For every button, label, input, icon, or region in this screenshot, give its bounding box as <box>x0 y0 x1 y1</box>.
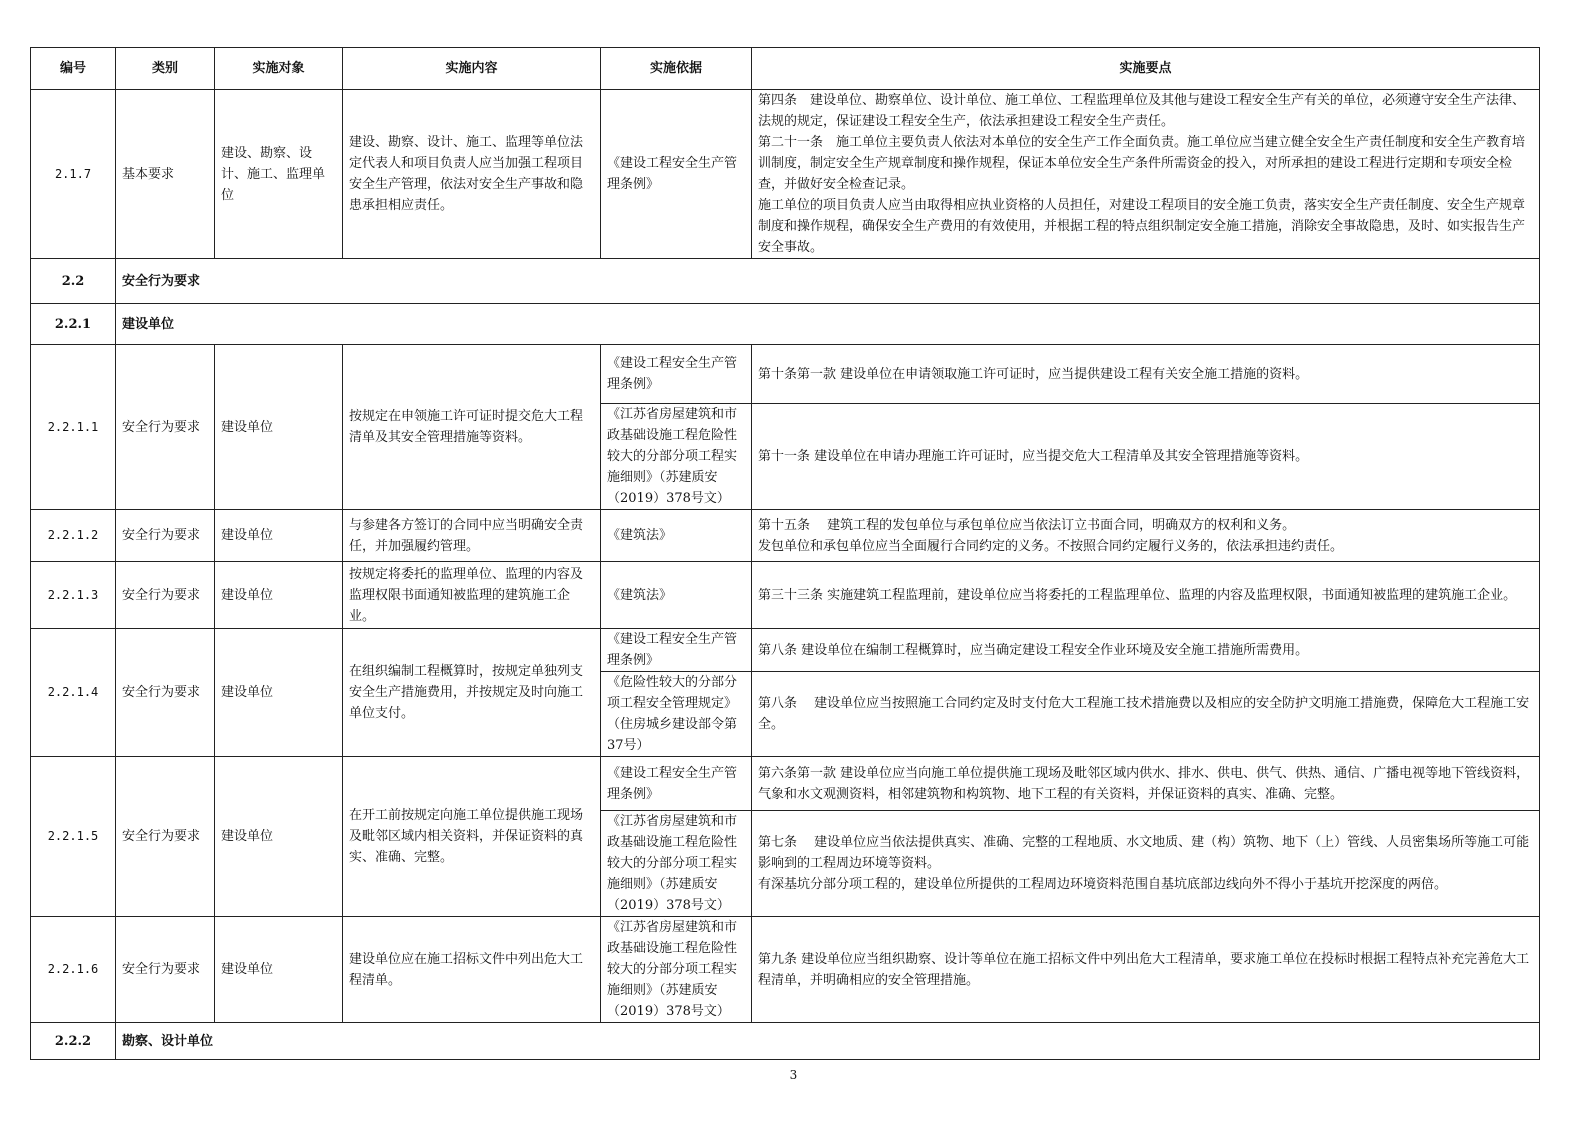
row-number: 2.1.7 <box>31 90 116 259</box>
header-number: 编号 <box>31 48 116 90</box>
point-paragraph: 第四条 建设单位、勘察单位、设计单位、施工单位、工程监理单位及其他与建设工程安全生产有关的单位，必须遵守安全生产法律、法规的规定，保证建设工程安全生产，依法承担建设工程安全生产责任。 <box>758 93 1526 129</box>
row-points <box>752 510 1540 562</box>
row-category: 安全行为要求 <box>116 757 215 917</box>
row-content: 按规定在申领施工许可证时提交危大工程清单及其安全管理措施等资料。 <box>343 345 601 510</box>
header-content: 实施内容 <box>343 48 601 90</box>
section-title: 建设单位 <box>116 304 1540 345</box>
section-row <box>31 304 1540 345</box>
row-basis: 《建设工程安全生产管理条例》 <box>601 629 752 672</box>
row-target: 建设单位 <box>215 917 343 1023</box>
section-row <box>31 1023 1540 1060</box>
section-number: 2.2 <box>31 259 116 304</box>
row-number: 2.2.1.1 <box>31 345 116 510</box>
row-points <box>752 757 1540 811</box>
row-points <box>752 404 1540 510</box>
row-basis: 《建筑法》 <box>601 562 752 629</box>
table-row <box>31 562 1540 629</box>
table-row <box>31 345 1540 404</box>
section-row <box>31 259 1540 304</box>
table-row <box>31 510 1540 562</box>
header-basis: 实施依据 <box>601 48 752 90</box>
point-paragraph: 有深基坑分部分项工程的，建设单位所提供的工程周边环境资料范围自基坑底部边线向外不得小于基坑开挖深度的两倍。 <box>758 877 1448 892</box>
row-category: 基本要求 <box>116 90 215 259</box>
row-category: 安全行为要求 <box>116 562 215 629</box>
point-paragraph: 第十一条 建设单位在申请办理施工许可证时，应当提交危大工程清单及其安全管理措施等资料。 <box>758 449 1309 464</box>
row-points <box>752 345 1540 404</box>
table-row <box>31 757 1540 811</box>
row-target: 建设单位 <box>215 345 343 510</box>
point-paragraph: 第七条 建设单位应当依法提供真实、准确、完整的工程地质、水文地质、建（构）筑物、地下（上）管线、人员密集场所等施工可能影响到的工程周边环境等资料。 <box>758 835 1530 871</box>
row-content: 在开工前按规定向施工单位提供施工现场及毗邻区域内相关资料，并保证资料的真实、准确、完整。 <box>343 757 601 917</box>
row-number: 2.2.1.5 <box>31 757 116 917</box>
header-points: 实施要点 <box>752 48 1540 90</box>
row-basis: 《危险性较大的分部分项工程安全管理规定》（住房城乡建设部令第37号） <box>601 672 752 757</box>
point-paragraph: 发包单位和承包单位应当全面履行合同约定的义务。不按照合同约定履行义务的，依法承担违约责任。 <box>758 538 1344 554</box>
point-paragraph: 第六条第一款 建设单位应当向施工单位提供施工现场及毗邻区域内供水、排水、供电、供气、供热、通信、广播电视等地下管线资料，气象和水文观测资料，相邻建筑物和构筑物、地下工程的有关资料，并保证资料的真实、准确、完整。 <box>758 765 1530 802</box>
row-category: 安全行为要求 <box>116 629 215 757</box>
row-target: 建设单位 <box>215 510 343 562</box>
point-paragraph: 第八条 建设单位在编制工程概算时，应当确定建设工程安全作业环境及安全施工措施所需费用。 <box>758 642 1309 658</box>
row-number: 2.2.1.6 <box>31 917 116 1023</box>
row-points <box>752 917 1540 1023</box>
section-title: 勘察、设计单位 <box>116 1023 1540 1060</box>
table-body <box>31 90 1540 1060</box>
row-category: 安全行为要求 <box>116 917 215 1023</box>
section-title: 安全行为要求 <box>116 259 1540 304</box>
row-points <box>752 672 1540 757</box>
row-points <box>752 562 1540 629</box>
row-target: 建设单位 <box>215 562 343 629</box>
row-category: 安全行为要求 <box>116 345 215 510</box>
regulation-table <box>30 47 1540 1060</box>
row-content: 按规定将委托的监理单位、监理的内容及监理权限书面通知被监理的建筑施工企业。 <box>343 562 601 629</box>
row-number: 2.2.1.3 <box>31 562 116 629</box>
point-paragraph: 第三十三条 实施建筑工程监理前，建设单位应当将委托的工程监理单位、监理的内容及监理权限，书面通知被监理的建筑施工企业。 <box>758 587 1517 603</box>
table-row <box>31 90 1540 259</box>
row-content: 建设、勘察、设计、施工、监理等单位法定代表人和项目负责人应当加强工程项目安全生产管理，依法对安全生产事故和隐患承担相应责任。 <box>343 90 601 259</box>
row-basis: 《建设工程安全生产管理条例》 <box>601 345 752 404</box>
row-basis: 《江苏省房屋建筑和市政基础设施工程危险性较大的分部分项工程实施细则》（苏建质安（2019）378号文） <box>601 811 752 917</box>
header-category: 类别 <box>116 48 215 90</box>
point-paragraph: 第十条第一款 建设单位在申请领取施工许可证时，应当提供建设工程有关安全施工措施的资料。 <box>758 366 1309 382</box>
row-points <box>752 629 1540 672</box>
row-basis: 《江苏省房屋建筑和市政基础设施工程危险性较大的分部分项工程实施细则》（苏建质安（2019）378号文） <box>601 404 752 510</box>
row-basis: 《江苏省房屋建筑和市政基础设施工程危险性较大的分部分项工程实施细则》（苏建质安（2019）378号文） <box>601 917 752 1023</box>
row-basis: 《建设工程安全生产管理条例》 <box>601 757 752 811</box>
row-basis: 《建筑法》 <box>601 510 752 562</box>
row-number: 2.2.1.4 <box>31 629 116 757</box>
table-row <box>31 917 1540 1023</box>
row-points <box>752 90 1540 259</box>
row-target: 建设、勘察、设计、施工、监理单位 <box>215 90 343 259</box>
point-paragraph: 第八条 建设单位应当按照施工合同约定及时支付危大工程施工技术措施费以及相应的安全防护文明施工措施费，保障危大工程施工安全。 <box>758 696 1530 732</box>
row-content: 建设单位应在施工招标文件中列出危大工程清单。 <box>343 917 601 1023</box>
point-paragraph: 施工单位的项目负责人应当由取得相应执业资格的人员担任，对建设工程项目的安全施工负责，落实安全生产责任制度、安全生产规章制度和操作规程，确保安全生产费用的有效使用，并根据工程的特点组织制定安全施工措施，消除安全事故隐患，及时、如实报告生产安全事故。 <box>758 198 1526 255</box>
row-target: 建设单位 <box>215 757 343 917</box>
header-target: 实施对象 <box>215 48 343 90</box>
section-number: 2.2.2 <box>31 1023 116 1060</box>
row-basis: 《建设工程安全生产管理条例》 <box>601 90 752 259</box>
section-number: 2.2.1 <box>31 304 116 345</box>
row-points <box>752 811 1540 917</box>
table-row <box>31 629 1540 672</box>
point-paragraph: 第九条 建设单位应当组织勘察、设计等单位在施工招标文件中列出危大工程清单，要求施工单位在投标时根据工程特点补充完善危大工程清单，并明确相应的安全管理措施。 <box>758 951 1530 988</box>
row-content: 与参建各方签订的合同中应当明确安全责任，并加强履约管理。 <box>343 510 601 562</box>
page-number: 3 <box>789 1068 798 1082</box>
row-category: 安全行为要求 <box>116 510 215 562</box>
point-paragraph: 第二十一条 施工单位主要负责人依法对本单位的安全生产工作全面负责。施工单位应当建立健全安全生产责任制度和安全生产教育培训制度，制定安全生产规章制度和操作规程，保证本单位安全生产条件所需资金的投入，对所承担的建设工程进行定期和专项安全检查，并做好安全检查记录。 <box>758 135 1526 192</box>
header-row <box>31 48 1540 90</box>
row-number: 2.2.1.2 <box>31 510 116 562</box>
point-paragraph: 第十五条 建筑工程的发包单位与承包单位应当依法订立书面合同，明确双方的权利和义务。 <box>758 517 1296 533</box>
row-target: 建设单位 <box>215 629 343 757</box>
row-content: 在组织编制工程概算时，按规定单独列支安全生产措施费用，并按规定及时向施工单位支付。 <box>343 629 601 757</box>
